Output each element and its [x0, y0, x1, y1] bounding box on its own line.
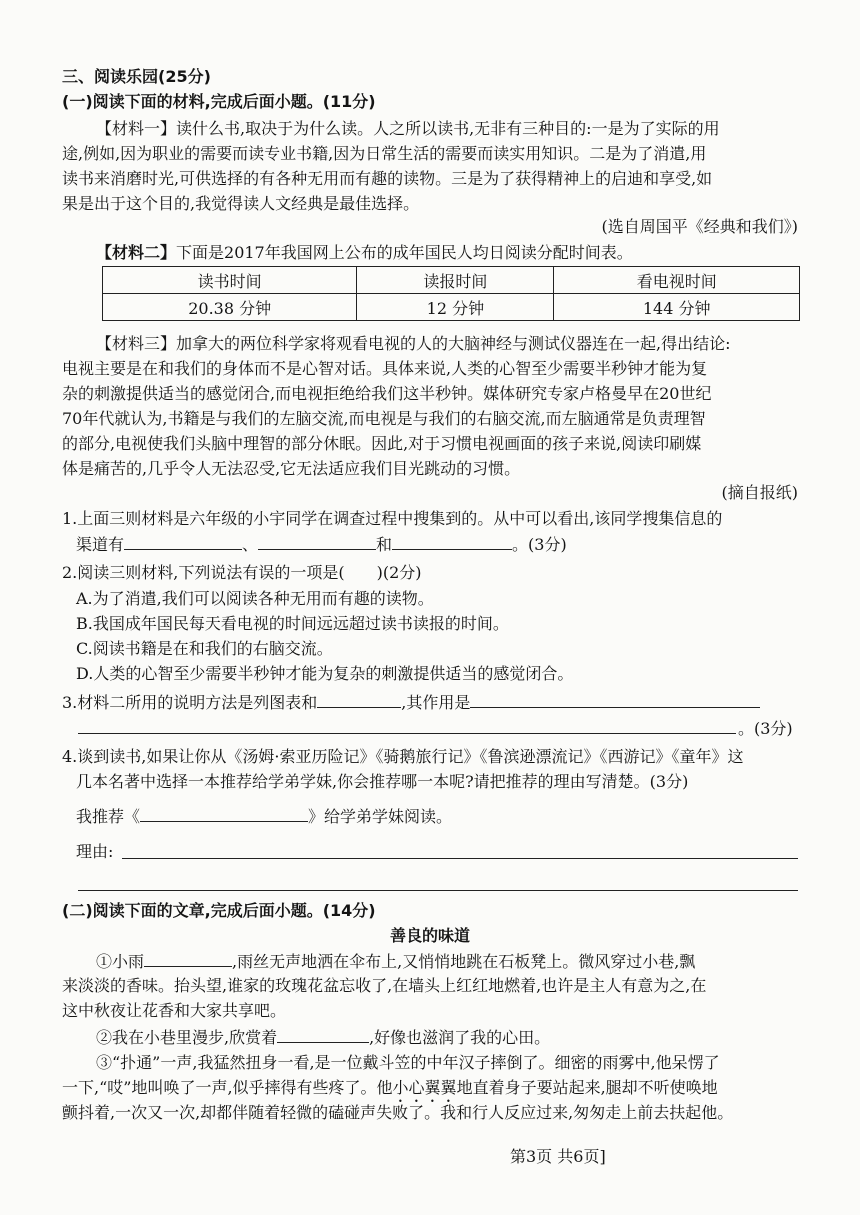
paragraph-line: 来淡淡的香味。抬头望,谁家的玫瑰花盆忘收了,在墙头上红红地燃着,也许是主人有意为之,在 — [62, 976, 707, 995]
question-text: 我推荐《 — [76, 807, 141, 826]
part2-title: (二)阅读下面的文章,完成后面小题。(14分) — [62, 901, 376, 920]
question-4-line2: 几本名著中选择一本推荐给学弟学妹,你会推荐哪一本呢?请把推荐的理由写清楚。(3分) — [76, 772, 689, 791]
material3-line: 电视主要是在和我们的身体而不是心智对话。具体来说,人类的心智至少需要半秒钟才能为复 — [62, 359, 708, 378]
essay-title: 善良的味道 — [389, 926, 470, 945]
section-title: 三、阅读乐园(25分) — [62, 67, 211, 86]
paragraph-3: ③“扑通”一声,我猛然扭身一看,是一位戴斗笠的中年汉子摔倒了。细密的雨雾中,他呆愣了 — [96, 1053, 720, 1072]
material1-line: 果是出于这个目的,我觉得读人文经典是最佳选择。 — [62, 194, 420, 213]
paragraph-line: 颤抖着,一次又一次,却都伴随着轻微的磕碰声失败了。我和行人反应过来,匆匆走上前去扶起他。 — [62, 1103, 734, 1122]
answer-blank[interactable] — [392, 533, 512, 550]
recommend-line — [76, 805, 452, 828]
answer-blank[interactable] — [470, 691, 760, 708]
paragraph-text: ,好像也滋润了我的心田。 — [369, 1028, 551, 1047]
answer-line[interactable] — [78, 733, 736, 734]
option-d: D.人类的心智至少需要半秒钟才能为复杂的刺激提供适当的感觉闭合。 — [76, 664, 574, 683]
answer-blank[interactable] — [258, 533, 376, 550]
table-header-cell: 读书时间 — [103, 267, 357, 294]
material3-line: 体是痛苦的,几乎令人无法忍受,它无法适应我们目光跳动的习惯。 — [62, 459, 521, 478]
table-cell: 144 分钟 — [554, 294, 800, 321]
answer-blank[interactable] — [144, 950, 232, 967]
question-text: ,其作用是 — [401, 693, 471, 712]
question-1: 1.上面三则材料是六年级的小宇同学在调查过程中搜集到的。从中可以看出,该同学搜集信息的 — [62, 509, 723, 528]
paragraph-1 — [96, 950, 695, 973]
material3-line: 【材料三】加拿大的两位科学家将观看电视的人的大脑神经与测试仪器连在一起,得出结论: — [96, 334, 731, 353]
answer-blank[interactable] — [317, 691, 401, 708]
material1-line: 途,例如,因为职业的需要而读专业书籍,因为日常生活的需要而读实用知识。二是为了消遣,用 — [62, 144, 707, 163]
table-header-cell: 看电视时间 — [554, 267, 800, 294]
emphasis-dotted-text: 小心翼翼 — [392, 1078, 457, 1097]
paragraph-text: ②我在小巷里漫步,欣赏着 — [96, 1028, 278, 1047]
material1-line: 读书来消磨时光,可供选择的有各种无用而有趣的读物。三是为了获得精神上的启迪和享受,如 — [62, 169, 713, 188]
question-text: 》给学弟学妹阅读。 — [308, 807, 453, 826]
table-row — [103, 294, 800, 321]
question-text: 、 — [242, 535, 259, 554]
question-3-end: 。(3分) — [738, 719, 793, 738]
question-1-blanks — [76, 533, 567, 556]
reason-label: 理由: — [76, 842, 114, 861]
table-cell: 12 分钟 — [357, 294, 554, 321]
question-text: 渠道有 — [76, 535, 125, 554]
option-b: B.我国成年国民每天看电视的时间远远超过读书读报的时间。 — [76, 614, 509, 633]
answer-blank[interactable] — [277, 1026, 369, 1043]
book-title-blank[interactable] — [140, 805, 308, 822]
table-header-row — [103, 267, 800, 294]
material2-text: 下面是2017年我国网上公布的成年国民人均日阅读分配时间表。 — [176, 243, 633, 262]
question-3 — [62, 691, 760, 714]
material3-line: 杂的刺激提供适当的感觉闭合,而电视拒绝给我们这半秒钟。媒体研究专家卢格曼早在20世纪 — [62, 384, 712, 403]
material3-source: (摘自报纸) — [721, 483, 798, 502]
table-cell: 20.38 分钟 — [103, 294, 357, 321]
material3-line: 70年代就认为,书籍是与我们的左脑交流,而电视是与我们的右脑交流,而左脑通常是负责理智 — [62, 409, 706, 428]
answer-line[interactable] — [122, 858, 798, 859]
reading-time-table — [102, 266, 800, 321]
paragraph-2 — [96, 1026, 550, 1049]
material1-line: 【材料一】读什么书,取决于为什么读。人之所以读书,无非有三种目的:一是为了实际的用 — [96, 119, 720, 138]
table-header-cell: 读报时间 — [357, 267, 554, 294]
answer-line[interactable] — [78, 890, 798, 891]
question-2 — [62, 562, 422, 584]
option-a: A.为了消遣,我们可以阅读各种无用而有趣的读物。 — [76, 589, 434, 608]
paragraph-line: 这中秋夜让花香和大家共享吧。 — [62, 1001, 287, 1020]
page-footer: 第3页 共6页] — [510, 1147, 606, 1166]
paragraph-text: ,雨丝无声地洒在伞布上,又悄悄地跳在石板凳上。微风穿过小巷,飘 — [232, 952, 696, 971]
paragraph-text: ①小雨 — [96, 952, 145, 971]
material2-intro — [96, 242, 633, 264]
material2-label: 【材料二】 — [96, 243, 177, 262]
paragraph-text: 一下,“哎”地叫唤了一声,似乎摔得有些疼了。他 — [62, 1078, 393, 1097]
option-c: C.阅读书籍是在和我们的右脑交流。 — [76, 639, 333, 658]
question-text: 3.材料二所用的说明方法是列图表和 — [62, 693, 318, 712]
answer-blank[interactable] — [124, 533, 242, 550]
question-text: 2.阅读三则材料,下列说法有误的一项是( — [62, 563, 345, 582]
question-text: 和 — [376, 535, 393, 554]
part1-title: (一)阅读下面的材料,完成后面小题。(11分) — [62, 92, 376, 111]
question-text: )(2分) — [376, 563, 422, 582]
question-4: 4.谈到读书,如果让你从《汤姆·索亚历险记》《骑鹅旅行记》《鲁滨逊漂流记》《西游记》《童年》这 — [62, 747, 744, 766]
paragraph-text: 地直着身子要站起来,腿却不听使唤地 — [456, 1078, 718, 1097]
question-text: 。(3分) — [512, 535, 567, 554]
material1-source: (选自周国平《经典和我们》) — [601, 217, 798, 236]
material3-line: 的部分,电视使我们头脑中理智的部分休眠。因此,对于习惯电视画面的孩子来说,阅读印刷媒 — [62, 434, 702, 453]
